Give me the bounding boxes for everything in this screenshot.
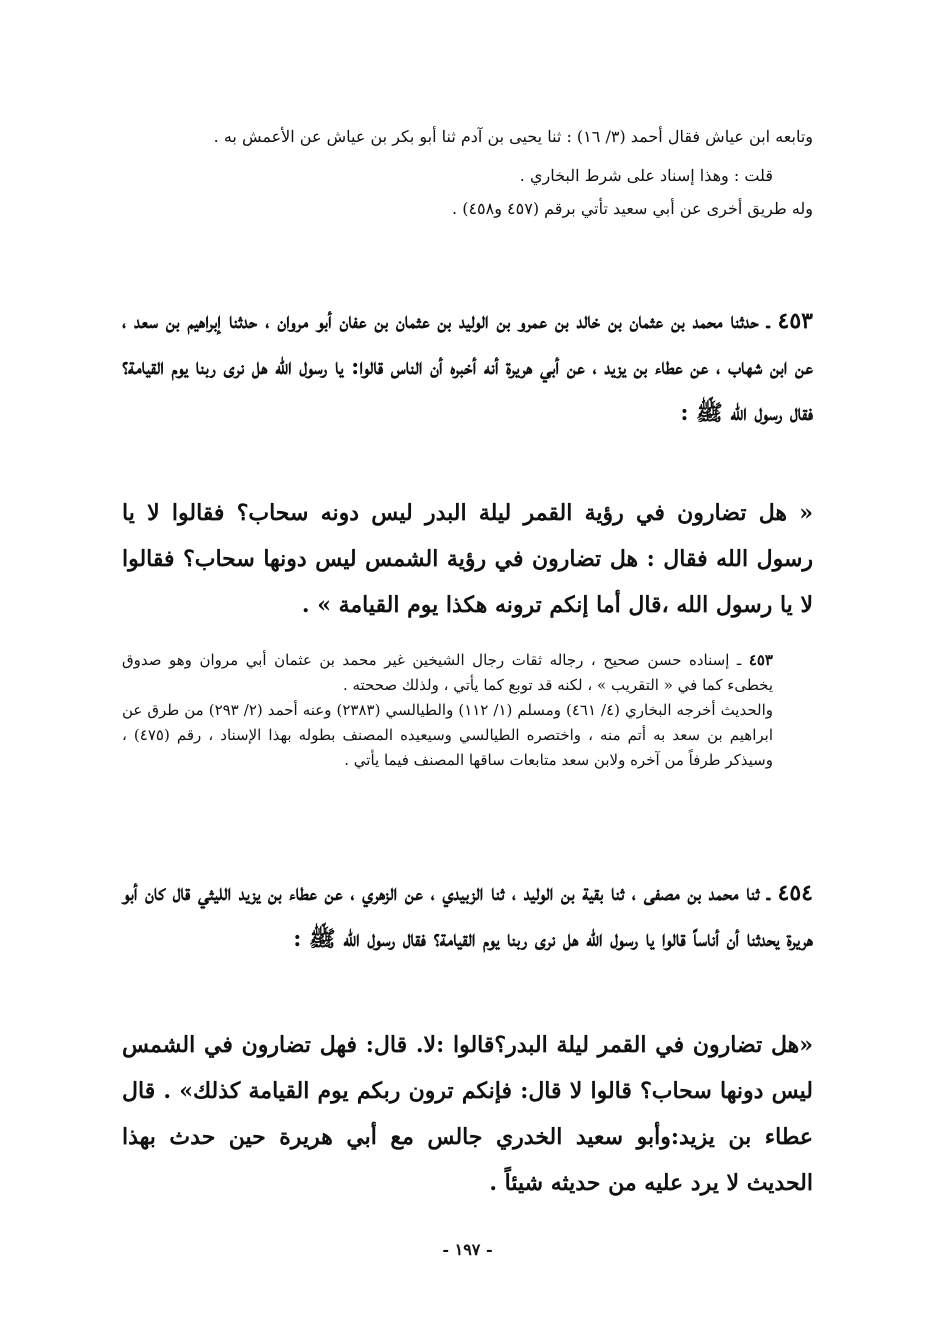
hadith-453-number: ٤٥٣ <box>777 308 813 334</box>
footnote-453-para-2: والحديث أخرجه البخاري (٤/ ٤٦١) ومسلم (١/ ١١٢) والطيالسي (٢٣٨٣) وعنه أحمد (٢/ ٢٩٣) من طرق عن ابراهيم بن سعد به أتم منه ، واختصره الطيالسي وسيعيده المصنف بطوله بهذا الإسناد ، رقم (٤٧٥) ، وسيذكر طرفاً من آخره ولابن سعد متابعات ساقها المصنف فيما يأتي . <box>122 701 774 769</box>
hadith-454-isnad <box>122 870 813 962</box>
hadith-454-isnad-text: ـ ثنا محمد بن مصفى ، ثنا بقية بن الوليد ، ثنا الزبيدي ، عن الزهري ، عن عطاء بن يزيد الليثي قال كان أبو هريرة يحدثنا أن أناساً قالوا يا رسول الله هل نرى ربنا يوم القيامة؟ فقال رسول الله ﷺ : <box>122 880 813 952</box>
page-number: - ١٩٧ - <box>442 1240 493 1259</box>
footnote-453-number: ٤٥٣ <box>748 651 773 669</box>
intro-line-3: وله طريق أخرى عن أبي سعيد تأتي برقم (٤٥٧ و٤٥٨) . <box>452 199 813 218</box>
footnote-453-para-1-text: ـ إسناده حسن صحيح ، رجاله ثقات رجال الشيخين غير محمد بن عثمان أبي مروان وهو صدوق يخطىء كما في « التقريب » ، لكنه قد توبع كما يأتي ، ولذلك صححته . <box>122 651 773 694</box>
hadith-454-matn: «هل تضارون في القمر ليلة البدر؟قالوا :لا. قال: فهل تضارون في الشمس ليس دونها سحاب؟ قالوا لا قال: فإنكم ترون ربكم يوم القيامة كذلك» . قال عطاء بن يزيد:وأبو سعيد الخدري جالس مع أبي هريرة حين حدث بهذا الحديث لا يرد عليه من حديثه شيئاً . <box>122 1032 813 1196</box>
intro-paragraph <box>122 120 813 225</box>
hadith-453-matn: « هل تضارون في رؤية القمر ليلة البدر ليس دونه سحاب؟ فقالوا لا يا رسول الله فقال : هل تضارون في رؤية الشمس ليس دونها سحاب؟ فقالوا لا يا رسول الله ،قال أما إنكم ترونه هكذا يوم القيامة » . <box>122 500 813 618</box>
intro-line-1: وتابعه ابن عياش فقال أحمد (٣/ ١٦) : ثنا يحيى بن آدم ثنا أبو بكر بن عياش عن الأعمش به . <box>213 127 813 146</box>
hadith-453-isnad <box>122 298 813 436</box>
hadith-454-number: ٤٥٤ <box>777 880 813 906</box>
footnote-453-para-1 <box>122 648 813 698</box>
hadith-453-isnad-text: ـ حدثنا محمد بن عثمان بن خالد بن عمرو بن الوليد بن عثمان بن عفان أبو مروان ، حدثنا إبراهيم بن سعد ، عن ابن شهاب ، عن عطاء بن يزيد ، عن أبي هريرة أنه أخبره أن الناس قالوا: يا رسول الله هل نرى ربنا يوم القيامة؟ فقال رسول الله ﷺ : <box>122 308 813 426</box>
intro-line-2: قلت : وهذا إسناد على شرط البخاري . <box>519 166 773 185</box>
footnote-453 <box>122 648 813 773</box>
